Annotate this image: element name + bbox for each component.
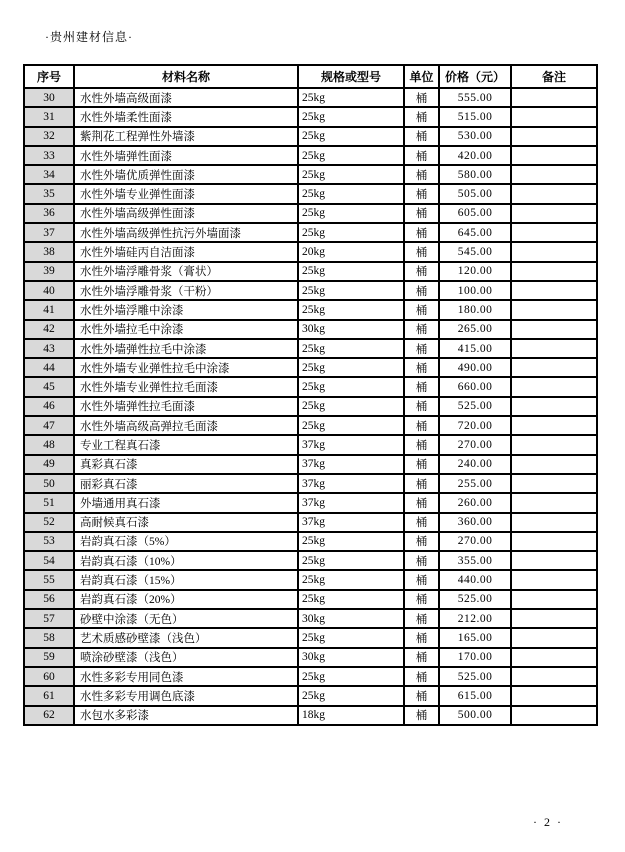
cell-name: 水性外墙浮雕中涂漆: [74, 300, 298, 319]
cell-spec: 25kg: [298, 204, 404, 223]
cell-price: 605.00: [439, 204, 511, 223]
cell-no: 37: [24, 223, 74, 242]
cell-name: 水性多彩专用同色漆: [74, 667, 298, 686]
materials-table-container: [23, 64, 596, 726]
cell-price: 530.00: [439, 127, 511, 146]
table-row: [24, 397, 597, 416]
cell-no: 42: [24, 320, 74, 339]
table-row: [24, 513, 597, 532]
table-row: [24, 127, 597, 146]
cell-note: [511, 127, 597, 146]
cell-unit: 桶: [404, 455, 439, 474]
cell-no: 39: [24, 262, 74, 281]
table-row: [24, 262, 597, 281]
cell-note: [511, 107, 597, 126]
cell-name: 水性外墙拉毛中涂漆: [74, 320, 298, 339]
cell-spec: 25kg: [298, 127, 404, 146]
cell-no: 44: [24, 358, 74, 377]
table-row: [24, 339, 597, 358]
cell-no: 34: [24, 165, 74, 184]
cell-name: 喷涂砂壁漆（浅色）: [74, 648, 298, 667]
cell-no: 32: [24, 127, 74, 146]
cell-price: 525.00: [439, 397, 511, 416]
cell-no: 43: [24, 339, 74, 358]
cell-spec: 25kg: [298, 300, 404, 319]
cell-unit: 桶: [404, 127, 439, 146]
cell-spec: 25kg: [298, 416, 404, 435]
table-row: [24, 609, 597, 628]
cell-spec: 25kg: [298, 532, 404, 551]
table-row: [24, 667, 597, 686]
cell-no: 51: [24, 493, 74, 512]
cell-unit: 桶: [404, 667, 439, 686]
table-row: [24, 590, 597, 609]
cell-note: [511, 667, 597, 686]
cell-spec: 18kg: [298, 706, 404, 725]
cell-spec: 25kg: [298, 262, 404, 281]
cell-no: 54: [24, 551, 74, 570]
cell-spec: 25kg: [298, 107, 404, 126]
cell-price: 170.00: [439, 648, 511, 667]
cell-name: 专业工程真石漆: [74, 435, 298, 454]
cell-name: 水性多彩专用调色底漆: [74, 686, 298, 705]
table-row: [24, 184, 597, 203]
cell-name: 水性外墙弹性拉毛面漆: [74, 397, 298, 416]
cell-spec: 25kg: [298, 667, 404, 686]
cell-spec: 37kg: [298, 513, 404, 532]
cell-note: [511, 416, 597, 435]
column-header-spec-model: 规格或型号: [298, 65, 404, 88]
cell-unit: 桶: [404, 377, 439, 396]
cell-name: 水性外墙优质弹性面漆: [74, 165, 298, 184]
column-header-unit: 单位: [404, 65, 439, 88]
cell-price: 545.00: [439, 242, 511, 261]
cell-spec: 25kg: [298, 281, 404, 300]
cell-unit: 桶: [404, 88, 439, 107]
cell-price: 580.00: [439, 165, 511, 184]
cell-spec: 25kg: [298, 223, 404, 242]
table-row: [24, 570, 597, 589]
cell-spec: 25kg: [298, 358, 404, 377]
cell-note: [511, 435, 597, 454]
cell-spec: 37kg: [298, 435, 404, 454]
cell-unit: 桶: [404, 281, 439, 300]
cell-no: 56: [24, 590, 74, 609]
cell-unit: 桶: [404, 416, 439, 435]
cell-unit: 桶: [404, 513, 439, 532]
table-row: [24, 88, 597, 107]
cell-note: [511, 242, 597, 261]
cell-no: 48: [24, 435, 74, 454]
cell-no: 52: [24, 513, 74, 532]
cell-unit: 桶: [404, 165, 439, 184]
cell-price: 615.00: [439, 686, 511, 705]
cell-price: 525.00: [439, 667, 511, 686]
cell-note: [511, 474, 597, 493]
cell-name: 水性外墙浮雕骨浆（膏状）: [74, 262, 298, 281]
cell-no: 55: [24, 570, 74, 589]
cell-spec: 25kg: [298, 184, 404, 203]
cell-no: 50: [24, 474, 74, 493]
cell-no: 58: [24, 628, 74, 647]
table-row: [24, 551, 597, 570]
cell-note: [511, 281, 597, 300]
table-row: [24, 281, 597, 300]
column-header-serial: 序号: [24, 65, 74, 88]
table-row: [24, 358, 597, 377]
cell-name: 岩韵真石漆（10%）: [74, 551, 298, 570]
cell-name: 水性外墙弹性拉毛中涂漆: [74, 339, 298, 358]
column-header-note: 备注: [511, 65, 597, 88]
cell-name: 水性外墙弹性面漆: [74, 146, 298, 165]
cell-no: 57: [24, 609, 74, 628]
cell-name: 水性外墙专业弹性面漆: [74, 184, 298, 203]
cell-spec: 25kg: [298, 590, 404, 609]
table-row: [24, 204, 597, 223]
cell-price: 165.00: [439, 628, 511, 647]
cell-spec: 37kg: [298, 493, 404, 512]
cell-spec: 25kg: [298, 339, 404, 358]
cell-note: [511, 570, 597, 589]
cell-unit: 桶: [404, 648, 439, 667]
cell-unit: 桶: [404, 609, 439, 628]
cell-name: 高耐候真石漆: [74, 513, 298, 532]
cell-unit: 桶: [404, 435, 439, 454]
cell-note: [511, 648, 597, 667]
cell-name: 岩韵真石漆（15%）: [74, 570, 298, 589]
cell-no: 60: [24, 667, 74, 686]
cell-spec: 25kg: [298, 570, 404, 589]
cell-price: 360.00: [439, 513, 511, 532]
table-row: [24, 532, 597, 551]
cell-name: 水性外墙专业弹性拉毛面漆: [74, 377, 298, 396]
cell-note: [511, 551, 597, 570]
cell-unit: 桶: [404, 686, 439, 705]
cell-unit: 桶: [404, 706, 439, 725]
cell-unit: 桶: [404, 570, 439, 589]
cell-price: 645.00: [439, 223, 511, 242]
cell-unit: 桶: [404, 493, 439, 512]
cell-spec: 30kg: [298, 609, 404, 628]
table-row: [24, 628, 597, 647]
table-row: [24, 435, 597, 454]
table-row: [24, 300, 597, 319]
cell-spec: 25kg: [298, 551, 404, 570]
cell-name: 水性外墙专业弹性拉毛中涂漆: [74, 358, 298, 377]
cell-note: [511, 513, 597, 532]
cell-spec: 25kg: [298, 165, 404, 184]
cell-price: 490.00: [439, 358, 511, 377]
cell-price: 270.00: [439, 532, 511, 551]
cell-name: 水性外墙高级弹性面漆: [74, 204, 298, 223]
cell-name: 水性外墙硅丙自洁面漆: [74, 242, 298, 261]
cell-unit: 桶: [404, 300, 439, 319]
cell-unit: 桶: [404, 262, 439, 281]
cell-note: [511, 493, 597, 512]
cell-note: [511, 262, 597, 281]
cell-unit: 桶: [404, 242, 439, 261]
cell-price: 500.00: [439, 706, 511, 725]
table-row: [24, 455, 597, 474]
cell-no: 36: [24, 204, 74, 223]
document-title: ·贵州建材信息·: [45, 30, 133, 44]
cell-no: 41: [24, 300, 74, 319]
cell-no: 35: [24, 184, 74, 203]
cell-no: 30: [24, 88, 74, 107]
table-row: [24, 686, 597, 705]
cell-spec: 25kg: [298, 686, 404, 705]
cell-no: 33: [24, 146, 74, 165]
cell-name: 水性外墙柔性面漆: [74, 107, 298, 126]
table-row: [24, 223, 597, 242]
cell-no: 53: [24, 532, 74, 551]
cell-unit: 桶: [404, 146, 439, 165]
cell-no: 47: [24, 416, 74, 435]
table-row: [24, 416, 597, 435]
cell-unit: 桶: [404, 339, 439, 358]
cell-name: 紫荆花工程弹性外墙漆: [74, 127, 298, 146]
cell-name: 岩韵真石漆（20%）: [74, 590, 298, 609]
cell-note: [511, 686, 597, 705]
cell-note: [511, 88, 597, 107]
cell-no: 45: [24, 377, 74, 396]
cell-note: [511, 320, 597, 339]
cell-note: [511, 590, 597, 609]
cell-price: 355.00: [439, 551, 511, 570]
cell-spec: 25kg: [298, 628, 404, 647]
table-row: [24, 377, 597, 396]
cell-no: 61: [24, 686, 74, 705]
table-row: [24, 648, 597, 667]
cell-unit: 桶: [404, 223, 439, 242]
cell-price: 265.00: [439, 320, 511, 339]
materials-table-body: [24, 88, 597, 725]
cell-no: 31: [24, 107, 74, 126]
page-number: · 2 ·: [533, 815, 563, 829]
cell-name: 水性外墙高级弹性抗污外墙面漆: [74, 223, 298, 242]
table-row: [24, 242, 597, 261]
cell-unit: 桶: [404, 358, 439, 377]
cell-unit: 桶: [404, 397, 439, 416]
cell-note: [511, 706, 597, 725]
column-header-price: 价格（元）: [439, 65, 511, 88]
table-row: [24, 706, 597, 725]
cell-price: 120.00: [439, 262, 511, 281]
cell-no: 49: [24, 455, 74, 474]
cell-price: 525.00: [439, 590, 511, 609]
cell-note: [511, 165, 597, 184]
cell-note: [511, 397, 597, 416]
cell-unit: 桶: [404, 107, 439, 126]
table-row: [24, 165, 597, 184]
cell-price: 212.00: [439, 609, 511, 628]
cell-spec: 37kg: [298, 455, 404, 474]
cell-price: 255.00: [439, 474, 511, 493]
cell-unit: 桶: [404, 628, 439, 647]
cell-note: [511, 204, 597, 223]
cell-price: 240.00: [439, 455, 511, 474]
cell-price: 420.00: [439, 146, 511, 165]
cell-note: [511, 358, 597, 377]
cell-spec: 25kg: [298, 397, 404, 416]
cell-name: 砂壁中涂漆（无色）: [74, 609, 298, 628]
cell-no: 59: [24, 648, 74, 667]
cell-spec: 30kg: [298, 648, 404, 667]
materials-price-table: [23, 64, 598, 726]
cell-spec: 30kg: [298, 320, 404, 339]
cell-spec: 20kg: [298, 242, 404, 261]
cell-price: 505.00: [439, 184, 511, 203]
cell-spec: 25kg: [298, 377, 404, 396]
table-row: [24, 474, 597, 493]
cell-name: 外墙通用真石漆: [74, 493, 298, 512]
cell-no: 40: [24, 281, 74, 300]
cell-name: 岩韵真石漆（5%）: [74, 532, 298, 551]
table-row: [24, 146, 597, 165]
cell-spec: 25kg: [298, 88, 404, 107]
cell-spec: 37kg: [298, 474, 404, 493]
column-header-material-name: 材料名称: [74, 65, 298, 88]
cell-note: [511, 377, 597, 396]
cell-no: 46: [24, 397, 74, 416]
cell-name: 艺术质感砂壁漆（浅色）: [74, 628, 298, 647]
cell-price: 260.00: [439, 493, 511, 512]
cell-price: 270.00: [439, 435, 511, 454]
cell-name: 水性外墙高级面漆: [74, 88, 298, 107]
cell-unit: 桶: [404, 320, 439, 339]
cell-price: 415.00: [439, 339, 511, 358]
cell-price: 515.00: [439, 107, 511, 126]
cell-spec: 25kg: [298, 146, 404, 165]
cell-unit: 桶: [404, 474, 439, 493]
cell-price: 100.00: [439, 281, 511, 300]
cell-unit: 桶: [404, 184, 439, 203]
cell-note: [511, 146, 597, 165]
cell-note: [511, 455, 597, 474]
cell-note: [511, 609, 597, 628]
cell-no: 38: [24, 242, 74, 261]
cell-unit: 桶: [404, 532, 439, 551]
table-row: [24, 493, 597, 512]
cell-unit: 桶: [404, 551, 439, 570]
cell-no: 62: [24, 706, 74, 725]
cell-price: 555.00: [439, 88, 511, 107]
cell-note: [511, 184, 597, 203]
cell-price: 660.00: [439, 377, 511, 396]
cell-unit: 桶: [404, 590, 439, 609]
table-row: [24, 320, 597, 339]
cell-note: [511, 223, 597, 242]
cell-name: 真彩真石漆: [74, 455, 298, 474]
cell-note: [511, 300, 597, 319]
cell-note: [511, 628, 597, 647]
cell-note: [511, 532, 597, 551]
table-header-row: [24, 65, 597, 88]
cell-price: 720.00: [439, 416, 511, 435]
cell-name: 丽彩真石漆: [74, 474, 298, 493]
cell-name: 水性外墙浮雕骨浆（干粉）: [74, 281, 298, 300]
cell-unit: 桶: [404, 204, 439, 223]
cell-name: 水性外墙高级高弹拉毛面漆: [74, 416, 298, 435]
cell-price: 440.00: [439, 570, 511, 589]
cell-price: 180.00: [439, 300, 511, 319]
cell-name: 水包水多彩漆: [74, 706, 298, 725]
table-row: [24, 107, 597, 126]
cell-note: [511, 339, 597, 358]
